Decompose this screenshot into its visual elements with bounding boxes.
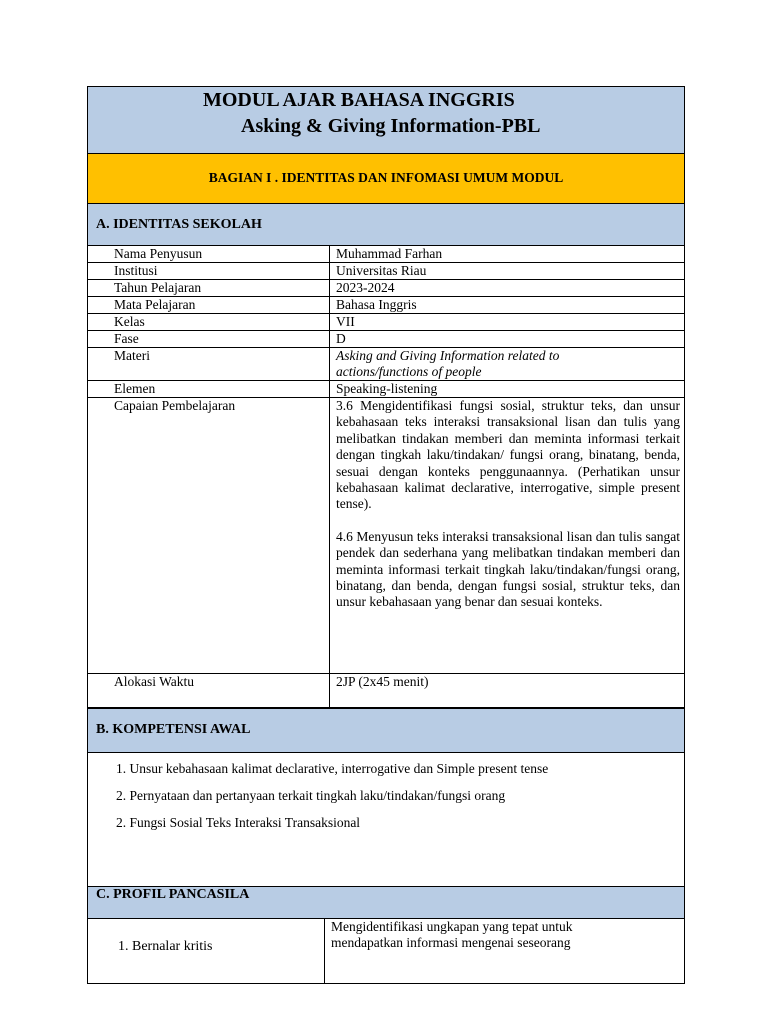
- materi-label: Materi: [88, 348, 330, 381]
- table-row: [88, 398, 685, 674]
- section-a-title: A. IDENTITAS SEKOLAH: [96, 217, 262, 232]
- elemen-value: Speaking-listening: [330, 381, 685, 398]
- fase-value: D: [330, 331, 685, 348]
- bagian-title: BAGIAN I . IDENTITAS DAN INFOMASI UMUM MODUL: [208, 170, 564, 185]
- identity-table: [87, 245, 685, 708]
- fase-label: Fase: [88, 331, 330, 348]
- profil-label: 1. Bernalar kritis: [118, 939, 213, 954]
- table-row: [88, 297, 685, 314]
- module-title: MODUL AJAR BAHASA INGGRIS: [203, 89, 515, 111]
- capaian-label: Capaian Pembelajaran: [88, 398, 330, 674]
- module-subtitle: Asking & Giving Information-PBL: [241, 115, 541, 137]
- section-c-title: C. PROFIL PANCASILA: [96, 887, 250, 902]
- capaian-paragraph-1: 3.6 Mengidentifikasi fungsi sosial, struktur teks, dan unsur kebahasaan teks interaksi transaksional lisan dan tulis yang melibatkan tindakan memberi dan meminta informasi terkait dengan tingkah laku/tindakan/ fungsi orang, binatang, benda, sesuai dengan konteks penggunaannya. (Perhatikan unsur kebahasaan kalimat declarative, interrogative, simple present tense).: [336, 398, 680, 512]
- section-a-header: [87, 203, 685, 245]
- kelas-value: VII: [330, 314, 685, 331]
- institusi-value: Universitas Riau: [330, 263, 685, 280]
- profil-desc: Mengidentifikasi ungkapan yang tepat untuk mendapatkan informasi mengenai seseorang: [331, 919, 573, 950]
- alokasi-label: Alokasi Waktu: [88, 674, 330, 708]
- table-row: [88, 246, 685, 263]
- capaian-value: [330, 398, 685, 674]
- nama-label: Nama Penyusun: [88, 246, 330, 263]
- table-row: [88, 381, 685, 398]
- table-row: [88, 348, 685, 381]
- capaian-paragraph-2: 4.6 Menyusun teks interaksi transaksional lisan dan tulis sangat pendek dan sederhana yang melibatkan tindakan memberi dan meminta informasi terkait tingkah laku/tindakan/fungsi orang, binatang, dan benda, dengan fungsi sosial, struktur teks, dan unsur kebahasaan yang benar dan sesuai konteks.: [336, 528, 680, 610]
- mapel-label: Mata Pelajaran: [88, 297, 330, 314]
- table-row: [88, 280, 685, 297]
- alokasi-value: 2JP (2x45 menit): [330, 674, 685, 708]
- profil-row: [87, 918, 685, 984]
- mapel-value: Bahasa Inggris: [330, 297, 685, 314]
- list-item: 2. Fungsi Sosial Teks Interaksi Transaksional: [116, 815, 361, 830]
- table-row: [88, 674, 685, 708]
- profil-label-cell: [88, 919, 325, 983]
- bagian-header: [87, 153, 685, 203]
- tahun-label: Tahun Pelajaran: [88, 280, 330, 297]
- list-item: 2. Pernyataan dan pertanyaan terkait tingkah laku/tindakan/fungsi orang: [116, 788, 506, 803]
- list-item: 1. Unsur kebahasaan kalimat declarative, interrogative dan Simple present tense: [116, 761, 549, 776]
- tahun-value: 2023-2024: [330, 280, 685, 297]
- institusi-label: Institusi: [88, 263, 330, 280]
- nama-value: Muhammad Farhan: [330, 246, 685, 263]
- table-row: [88, 314, 685, 331]
- module-document: [87, 86, 685, 984]
- elemen-label: Elemen: [88, 381, 330, 398]
- table-row: [88, 331, 685, 348]
- section-b-header: [87, 708, 685, 752]
- section-b-title: B. KOMPETENSI AWAL: [96, 722, 251, 737]
- title-block: [87, 86, 685, 153]
- table-row: [88, 263, 685, 280]
- kompetensi-list: [87, 752, 685, 886]
- kelas-label: Kelas: [88, 314, 330, 331]
- section-c-header: [87, 886, 685, 918]
- materi-value: Asking and Giving Information related to actions/functions of people: [330, 348, 685, 381]
